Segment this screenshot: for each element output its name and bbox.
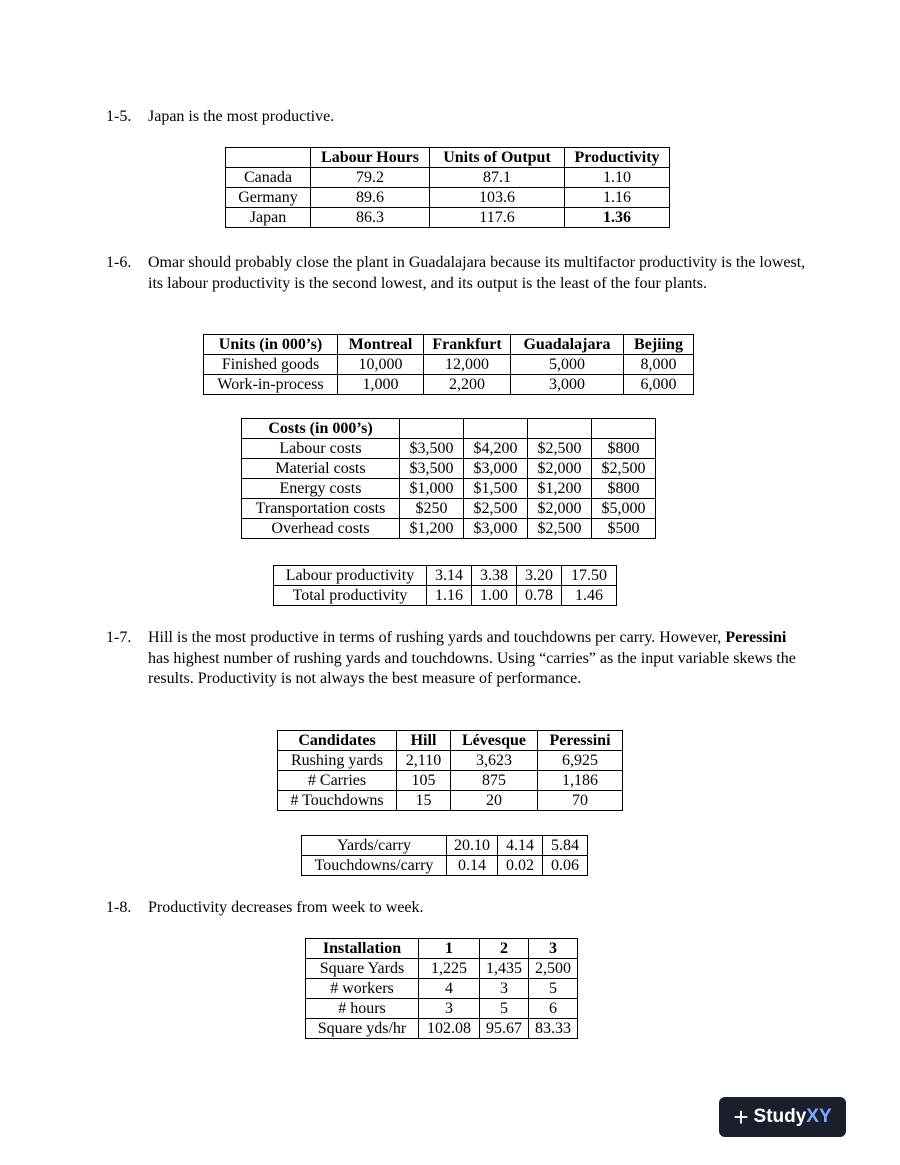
table-row <box>226 208 670 228</box>
table-header-cell: Units (in 000’s) <box>204 335 338 355</box>
text-bold: Peressini <box>725 629 787 646</box>
ratio-table <box>301 835 588 876</box>
table-cell: 6 <box>529 999 578 1019</box>
table-cell: Work-in-process <box>204 375 338 395</box>
table-header-row <box>278 731 623 751</box>
table-header-cell: Bejiing <box>624 335 694 355</box>
table-cell: # workers <box>306 979 419 999</box>
table-header-cell <box>464 419 528 439</box>
units-table <box>203 334 694 395</box>
table-cell-highlight: 1.36 <box>565 208 670 228</box>
table-cell: 2,500 <box>529 959 578 979</box>
table-cell: 86.3 <box>311 208 430 228</box>
table-header-row <box>204 335 694 355</box>
table-cell: 117.6 <box>430 208 565 228</box>
table-row <box>278 771 623 791</box>
table-cell: $500 <box>592 519 656 539</box>
plus-icon: + <box>733 1102 749 1132</box>
table-header-cell: Labour Hours <box>311 148 430 168</box>
table-cell: $800 <box>592 439 656 459</box>
table-cell: 15 <box>397 791 451 811</box>
table-cell: 0.06 <box>543 856 588 876</box>
table-row <box>242 479 656 499</box>
table-header-cell: 2 <box>480 939 529 959</box>
table-header-cell: 1 <box>419 939 480 959</box>
problem-number: 1-7. <box>106 629 132 646</box>
table-row <box>306 959 578 979</box>
table-row <box>204 375 694 395</box>
table-header-cell: Hill <box>397 731 451 751</box>
table-cell: 3,000 <box>511 375 624 395</box>
table-cell: # Carries <box>278 771 397 791</box>
table-cell: 105 <box>397 771 451 791</box>
table-cell: 3.38 <box>472 566 517 586</box>
table-header-cell: Candidates <box>278 731 397 751</box>
table-cell: 2,200 <box>424 375 511 395</box>
table-cell: $2,000 <box>528 459 592 479</box>
table-row <box>306 999 578 1019</box>
table-header-cell <box>528 419 592 439</box>
table-row <box>278 751 623 771</box>
table-cell: $2,500 <box>528 519 592 539</box>
table-cell: 6,925 <box>538 751 623 771</box>
table-cell: $1,200 <box>400 519 464 539</box>
table-row <box>204 355 694 375</box>
table-row <box>226 188 670 208</box>
table-cell: 79.2 <box>311 168 430 188</box>
table-cell: $3,000 <box>464 519 528 539</box>
text-part: has highest number of rushing yards and touchdowns. Using “carries” as the input variable skews the results. Productivity is not always the best measure of performance. <box>148 649 796 687</box>
table-cell: # hours <box>306 999 419 1019</box>
table-cell: 2,110 <box>397 751 451 771</box>
table-cell: 102.08 <box>419 1019 480 1039</box>
table-row <box>306 1019 578 1039</box>
table-header-row <box>226 148 670 168</box>
table-row <box>226 168 670 188</box>
table-row <box>242 439 656 459</box>
table-cell: 20.10 <box>447 836 498 856</box>
problem-text <box>148 628 806 690</box>
table-cell: 875 <box>451 771 538 791</box>
problem-1-5 <box>106 107 806 128</box>
table-cell: Japan <box>226 208 311 228</box>
table-header-cell: Lévesque <box>451 731 538 751</box>
table-row <box>306 979 578 999</box>
table-cell: 1.16 <box>427 586 472 606</box>
table-cell: 3.20 <box>517 566 562 586</box>
table-cell: 6,000 <box>624 375 694 395</box>
table-cell: Total productivity <box>274 586 427 606</box>
table-row <box>302 856 588 876</box>
table-header-row <box>306 939 578 959</box>
table-row <box>278 791 623 811</box>
table-row <box>302 836 588 856</box>
table-cell: 5 <box>480 999 529 1019</box>
table-header-cell <box>400 419 464 439</box>
table-cell: 0.14 <box>447 856 498 876</box>
table-cell: 4.14 <box>498 836 543 856</box>
table-cell: 1.16 <box>565 188 670 208</box>
problem-text: Japan is the most productive. <box>148 108 335 125</box>
table-cell: $4,200 <box>464 439 528 459</box>
table-cell: Energy costs <box>242 479 400 499</box>
table-header-cell: Guadalajara <box>511 335 624 355</box>
table-cell: 17.50 <box>562 566 617 586</box>
text-part: Hill is the most productive in terms of rushing yards and touchdowns per carry. However, <box>148 629 726 646</box>
table-cell: $2,000 <box>528 499 592 519</box>
productivity-table <box>225 147 670 228</box>
studyxy-logo <box>719 1097 846 1137</box>
table-header-cell: Units of Output <box>430 148 565 168</box>
problem-number: 1-5. <box>106 108 132 125</box>
table-cell: 8,000 <box>624 355 694 375</box>
installation-table <box>305 938 578 1039</box>
table-cell: $3,500 <box>400 459 464 479</box>
table-cell: 89.6 <box>311 188 430 208</box>
table-cell: 10,000 <box>338 355 424 375</box>
table-cell: 1,000 <box>338 375 424 395</box>
table-header-cell: Frankfurt <box>424 335 511 355</box>
table-header-cell: Peressini <box>538 731 623 751</box>
table-cell: $2,500 <box>464 499 528 519</box>
table-cell: 103.6 <box>430 188 565 208</box>
table-row <box>274 586 617 606</box>
table-cell: 3 <box>419 999 480 1019</box>
table-cell: 3,623 <box>451 751 538 771</box>
table-header-cell: Productivity <box>565 148 670 168</box>
table-cell: 95.67 <box>480 1019 529 1039</box>
table-header-cell <box>592 419 656 439</box>
table-cell: Overhead costs <box>242 519 400 539</box>
table-cell: 4 <box>419 979 480 999</box>
table-row <box>242 459 656 479</box>
table-cell: 1,225 <box>419 959 480 979</box>
table-cell: Rushing yards <box>278 751 397 771</box>
table-cell: $2,500 <box>528 439 592 459</box>
table-header-row <box>242 419 656 439</box>
table-cell: Germany <box>226 188 311 208</box>
table-cell: $800 <box>592 479 656 499</box>
problem-number: 1-8. <box>106 899 132 916</box>
candidates-table <box>277 730 623 811</box>
table-cell: 0.78 <box>517 586 562 606</box>
table-cell: $2,500 <box>592 459 656 479</box>
table-cell: Square Yards <box>306 959 419 979</box>
table-header-cell: 3 <box>529 939 578 959</box>
problem-text: Productivity decreases from week to week. <box>148 899 424 916</box>
table-cell: Yards/carry <box>302 836 447 856</box>
table-cell: $3,000 <box>464 459 528 479</box>
table-cell: 1,186 <box>538 771 623 791</box>
table-header-cell: Installation <box>306 939 419 959</box>
table-cell: Canada <box>226 168 311 188</box>
table-cell: 12,000 <box>424 355 511 375</box>
table-cell: $1,500 <box>464 479 528 499</box>
logo-word: Study <box>753 1106 807 1127</box>
productivity-summary-table <box>273 565 617 606</box>
table-cell: 3.14 <box>427 566 472 586</box>
table-cell: 5 <box>529 979 578 999</box>
table-header-cell <box>226 148 311 168</box>
table-cell: Transportation costs <box>242 499 400 519</box>
table-cell: 83.33 <box>529 1019 578 1039</box>
table-cell: Touchdowns/carry <box>302 856 447 876</box>
problem-text: Omar should probably close the plant in Guadalajara because its multifactor productivity is the lowest, its labour productivity is the second lowest, and its output is the least of the four plants. <box>148 254 806 292</box>
table-cell: # Touchdowns <box>278 791 397 811</box>
table-cell: Labour productivity <box>274 566 427 586</box>
table-row <box>274 566 617 586</box>
table-cell: $3,500 <box>400 439 464 459</box>
costs-table <box>241 418 656 539</box>
table-cell: 1.10 <box>565 168 670 188</box>
table-cell: 20 <box>451 791 538 811</box>
table-cell: 1,435 <box>480 959 529 979</box>
table-cell: $1,000 <box>400 479 464 499</box>
problem-number: 1-6. <box>106 254 132 271</box>
table-row <box>242 519 656 539</box>
table-cell: 3 <box>480 979 529 999</box>
table-cell: Finished goods <box>204 355 338 375</box>
table-cell: 70 <box>538 791 623 811</box>
table-cell: 5,000 <box>511 355 624 375</box>
table-cell: Material costs <box>242 459 400 479</box>
table-cell: 1.00 <box>472 586 517 606</box>
problem-1-7 <box>106 628 806 690</box>
table-cell: $250 <box>400 499 464 519</box>
logo-accent: XY <box>806 1106 832 1127</box>
table-cell: Square yds/hr <box>306 1019 419 1039</box>
table-cell: 1.46 <box>562 586 617 606</box>
table-cell: Labour costs <box>242 439 400 459</box>
problem-1-8 <box>106 898 806 919</box>
problem-1-6 <box>106 253 806 294</box>
table-row <box>242 499 656 519</box>
table-header-cell: Montreal <box>338 335 424 355</box>
table-cell: 5.84 <box>543 836 588 856</box>
table-cell: $1,200 <box>528 479 592 499</box>
table-cell: 87.1 <box>430 168 565 188</box>
table-header-cell: Costs (in 000’s) <box>242 419 400 439</box>
table-cell: $5,000 <box>592 499 656 519</box>
table-cell: 0.02 <box>498 856 543 876</box>
